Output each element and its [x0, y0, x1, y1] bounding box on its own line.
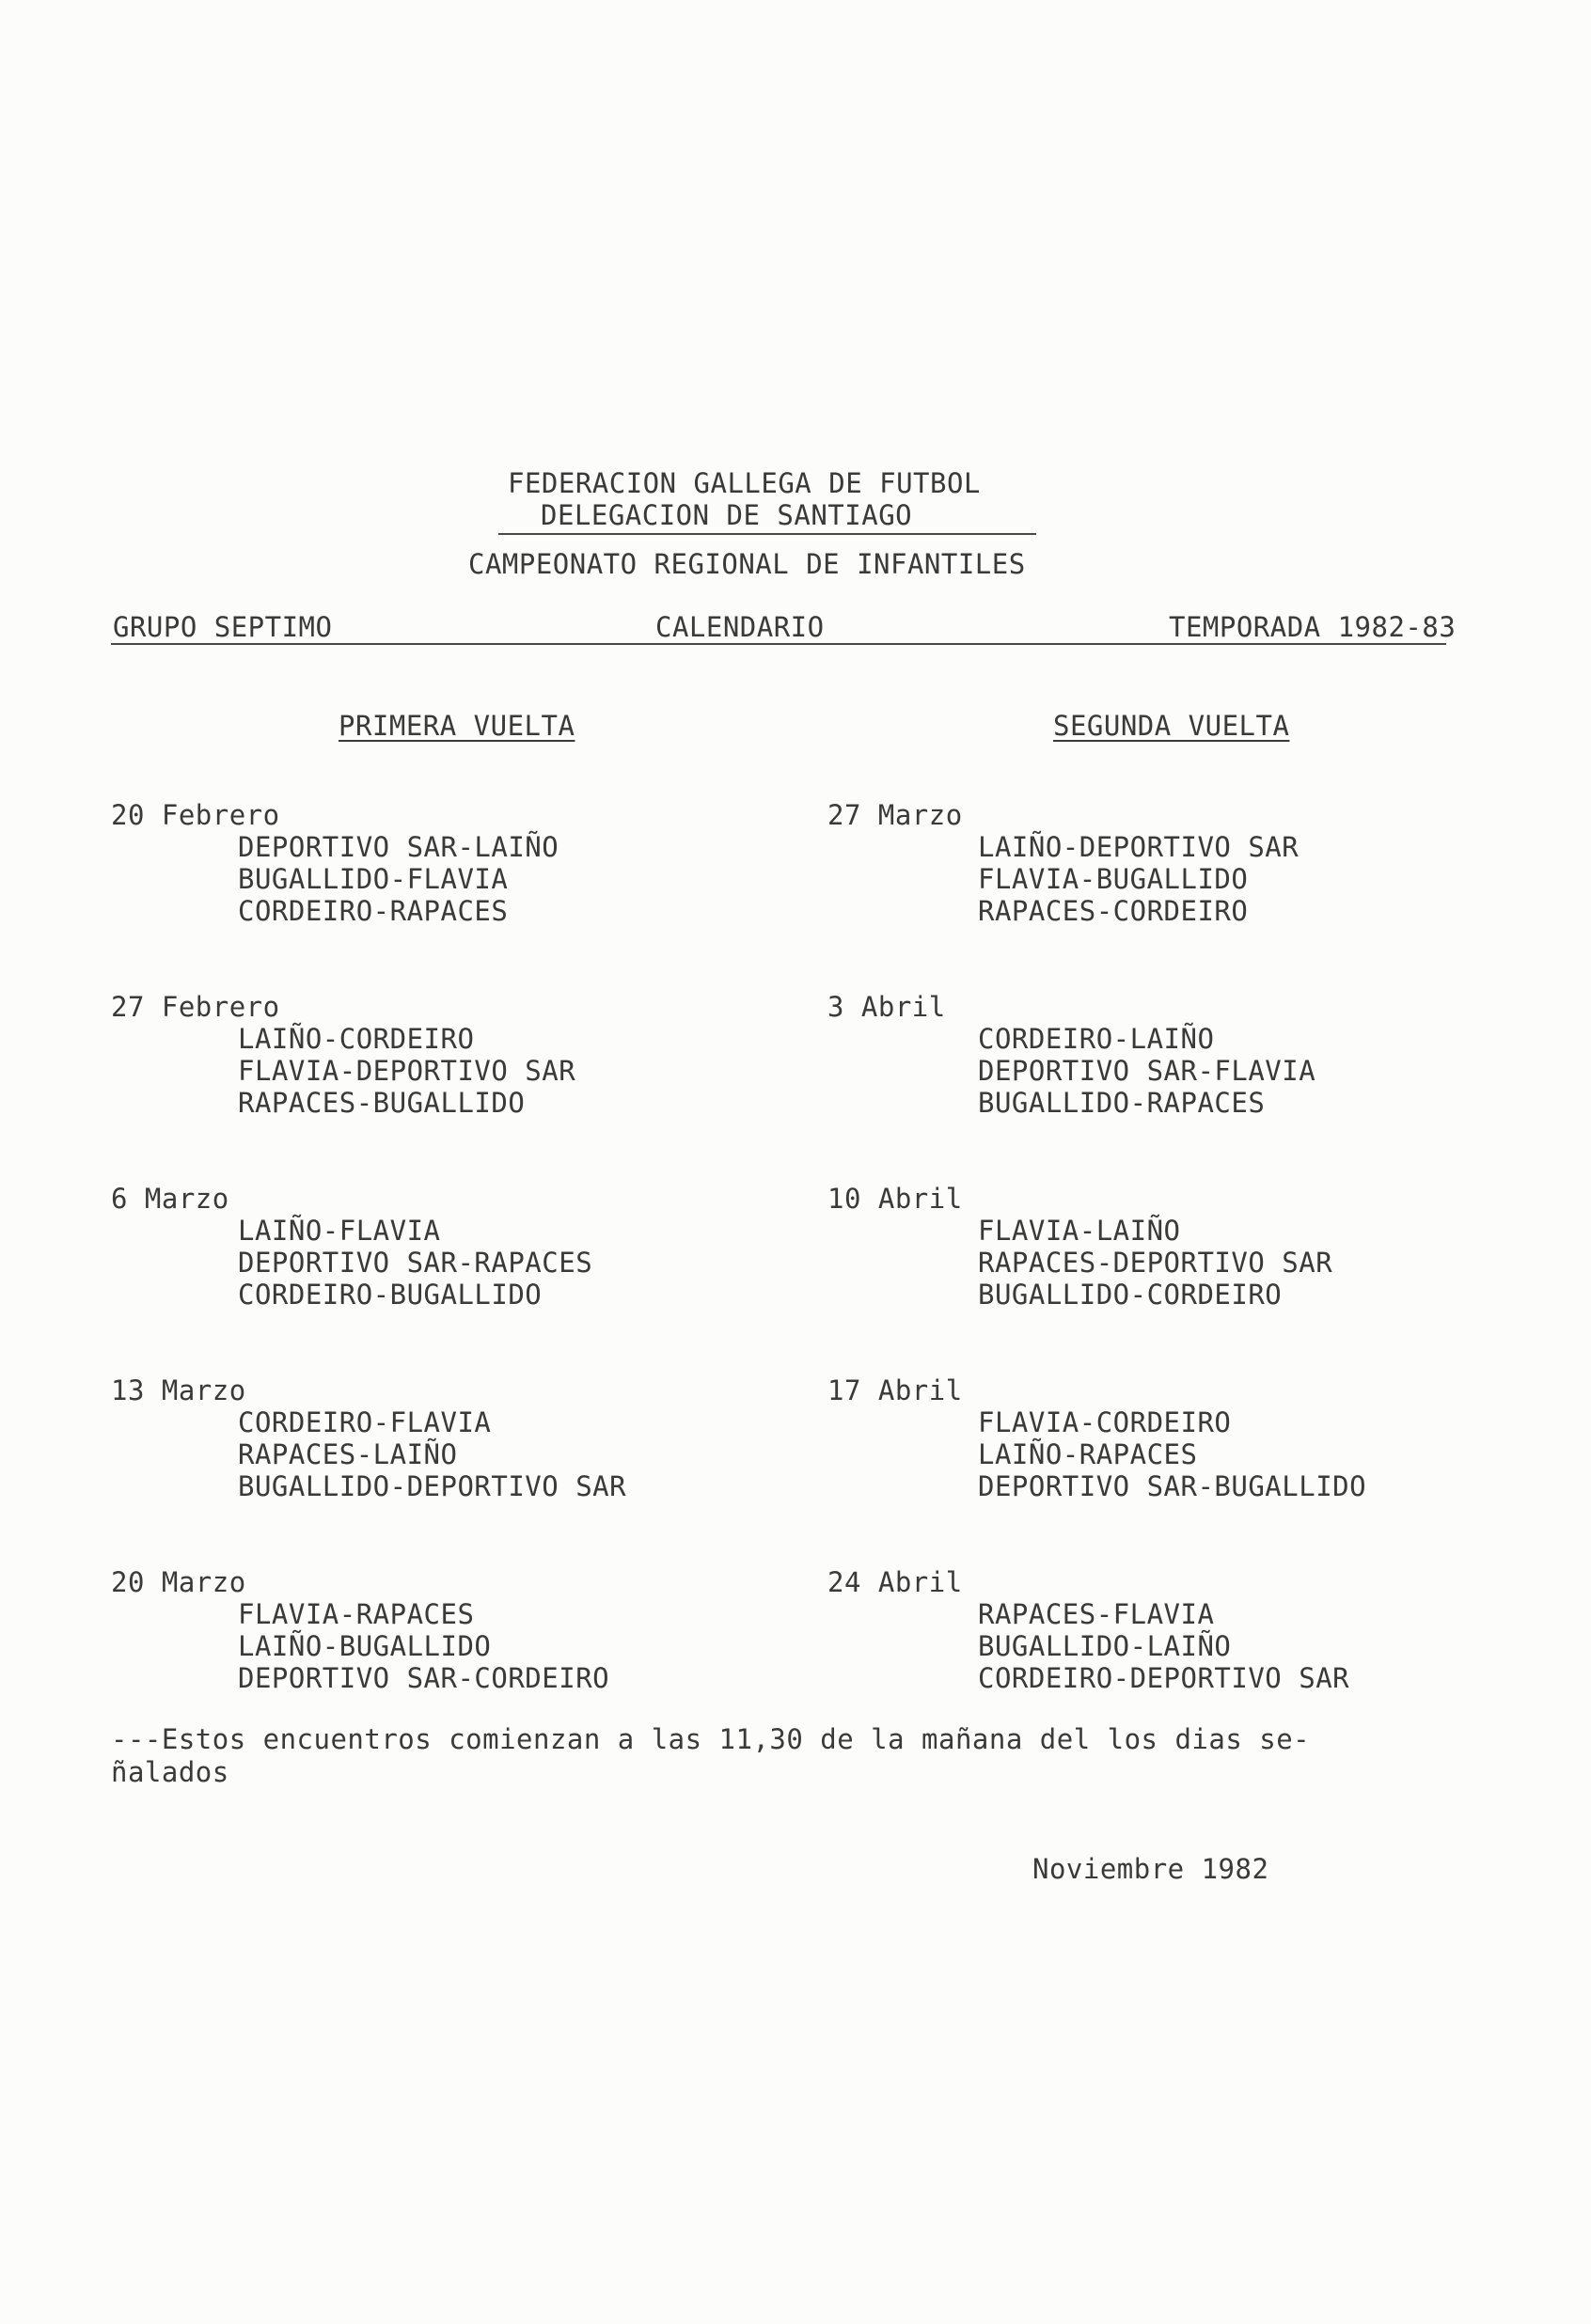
second-round-matchday-fixtures — [827, 831, 1299, 927]
fixture: FLAVIA-RAPACES — [238, 1598, 475, 1630]
first-round-matchday-date: 13 Marzo — [111, 1374, 246, 1406]
second-round-matchday-fixtures — [827, 1406, 1366, 1502]
fixture: CORDEIRO-FLAVIA — [238, 1406, 492, 1438]
fixture: FLAVIA-LAIÑO — [978, 1215, 1181, 1247]
second-round-matchday — [827, 991, 1315, 1119]
fixture: BUGALLIDO-LAIÑO — [978, 1630, 1232, 1662]
note-line-2: ñalados — [111, 1756, 229, 1788]
first-round-matchday — [111, 1374, 626, 1502]
fixture: BUGALLIDO-DEPORTIVO SAR — [238, 1470, 627, 1502]
group-label: GRUPO SEPTIMO — [113, 611, 333, 643]
fixture: FLAVIA-DEPORTIVO SAR — [238, 1055, 576, 1087]
header-rule — [111, 643, 1446, 645]
fixture: DEPORTIVO SAR-FLAVIA — [978, 1055, 1316, 1087]
first-round-matchday-fixtures — [111, 831, 559, 927]
fixture: DEPORTIVO SAR-CORDEIRO — [238, 1662, 610, 1694]
first-round-matchday-fixtures — [111, 1023, 575, 1119]
delegation-title: DELEGACION DE SANTIAGO — [541, 499, 913, 531]
fixture: LAIÑO-BUGALLIDO — [238, 1630, 492, 1662]
fixture: FLAVIA-CORDEIRO — [978, 1406, 1232, 1438]
calendar-label: CALENDARIO — [655, 611, 825, 643]
first-round-matchday — [111, 991, 575, 1119]
fixture: LAIÑO-CORDEIRO — [238, 1023, 475, 1055]
season-label: TEMPORADA 1982-83 — [1169, 611, 1457, 643]
fixture: RAPACES-CORDEIRO — [978, 895, 1249, 927]
second-round-matchday-fixtures — [827, 1215, 1332, 1311]
fixture: CORDEIRO-LAIÑO — [978, 1023, 1215, 1055]
second-round-matchday-date: 17 Abril — [827, 1374, 963, 1406]
first-round-matchday — [111, 799, 559, 927]
first-round-matchday — [111, 1183, 592, 1311]
note-line-1: ---Estos encuentros comienzan a las 11,30 de la mañana del los dias se- — [111, 1723, 1311, 1755]
first-round-matchday-fixtures — [111, 1598, 609, 1694]
fixture: CORDEIRO-BUGALLIDO — [238, 1279, 543, 1311]
fixture: BUGALLIDO-CORDEIRO — [978, 1279, 1283, 1311]
fixture: CORDEIRO-RAPACES — [238, 895, 509, 927]
second-round-matchday-date: 27 Marzo — [827, 799, 963, 831]
second-round-matchday — [827, 1183, 1332, 1311]
first-round-matchday-date: 20 Febrero — [111, 799, 280, 831]
fixture: DEPORTIVO SAR-RAPACES — [238, 1247, 593, 1279]
second-round-title: SEGUNDA VUELTA — [1053, 710, 1290, 742]
fixture: DEPORTIVO SAR-BUGALLIDO — [978, 1470, 1367, 1502]
second-round-matchday-date: 3 Abril — [827, 991, 946, 1023]
document-date: Noviembre 1982 — [1032, 1853, 1269, 1885]
fixture: BUGALLIDO-FLAVIA — [238, 863, 509, 895]
fixture: DEPORTIVO SAR-LAIÑO — [238, 831, 559, 863]
first-round-matchday-date: 27 Febrero — [111, 991, 280, 1023]
second-round-matchday-fixtures — [827, 1023, 1315, 1119]
second-round-matchday-fixtures — [827, 1598, 1349, 1694]
fixture: RAPACES-FLAVIA — [978, 1598, 1215, 1630]
fixture: RAPACES-BUGALLIDO — [238, 1087, 526, 1119]
fixture: LAIÑO-FLAVIA — [238, 1215, 441, 1247]
fixture: LAIÑO-DEPORTIVO SAR — [978, 831, 1300, 863]
second-round-matchday — [827, 1566, 1349, 1694]
first-round-matchday-date: 20 Marzo — [111, 1566, 246, 1598]
second-round-matchday — [827, 799, 1299, 927]
fixture: RAPACES-LAIÑO — [238, 1438, 458, 1470]
first-round-matchday — [111, 1566, 609, 1694]
fixture: FLAVIA-BUGALLIDO — [978, 863, 1249, 895]
first-round-matchday-fixtures — [111, 1406, 626, 1502]
second-round-matchday-date: 24 Abril — [827, 1566, 963, 1598]
first-round-matchday-date: 6 Marzo — [111, 1183, 229, 1215]
federation-title: FEDERACION GALLEGA DE FUTBOL — [508, 467, 981, 499]
fixture: BUGALLIDO-RAPACES — [978, 1087, 1266, 1119]
fixture: CORDEIRO-DEPORTIVO SAR — [978, 1662, 1350, 1694]
second-round-matchday-date: 10 Abril — [827, 1183, 963, 1215]
first-round-title: PRIMERA VUELTA — [339, 710, 575, 742]
delegation-underline — [498, 533, 1036, 535]
fixture: RAPACES-DEPORTIVO SAR — [978, 1247, 1333, 1279]
championship-title: CAMPEONATO REGIONAL DE INFANTILES — [468, 548, 1026, 580]
first-round-matchday-fixtures — [111, 1215, 592, 1311]
fixture: LAIÑO-RAPACES — [978, 1438, 1198, 1470]
second-round-matchday — [827, 1374, 1366, 1502]
